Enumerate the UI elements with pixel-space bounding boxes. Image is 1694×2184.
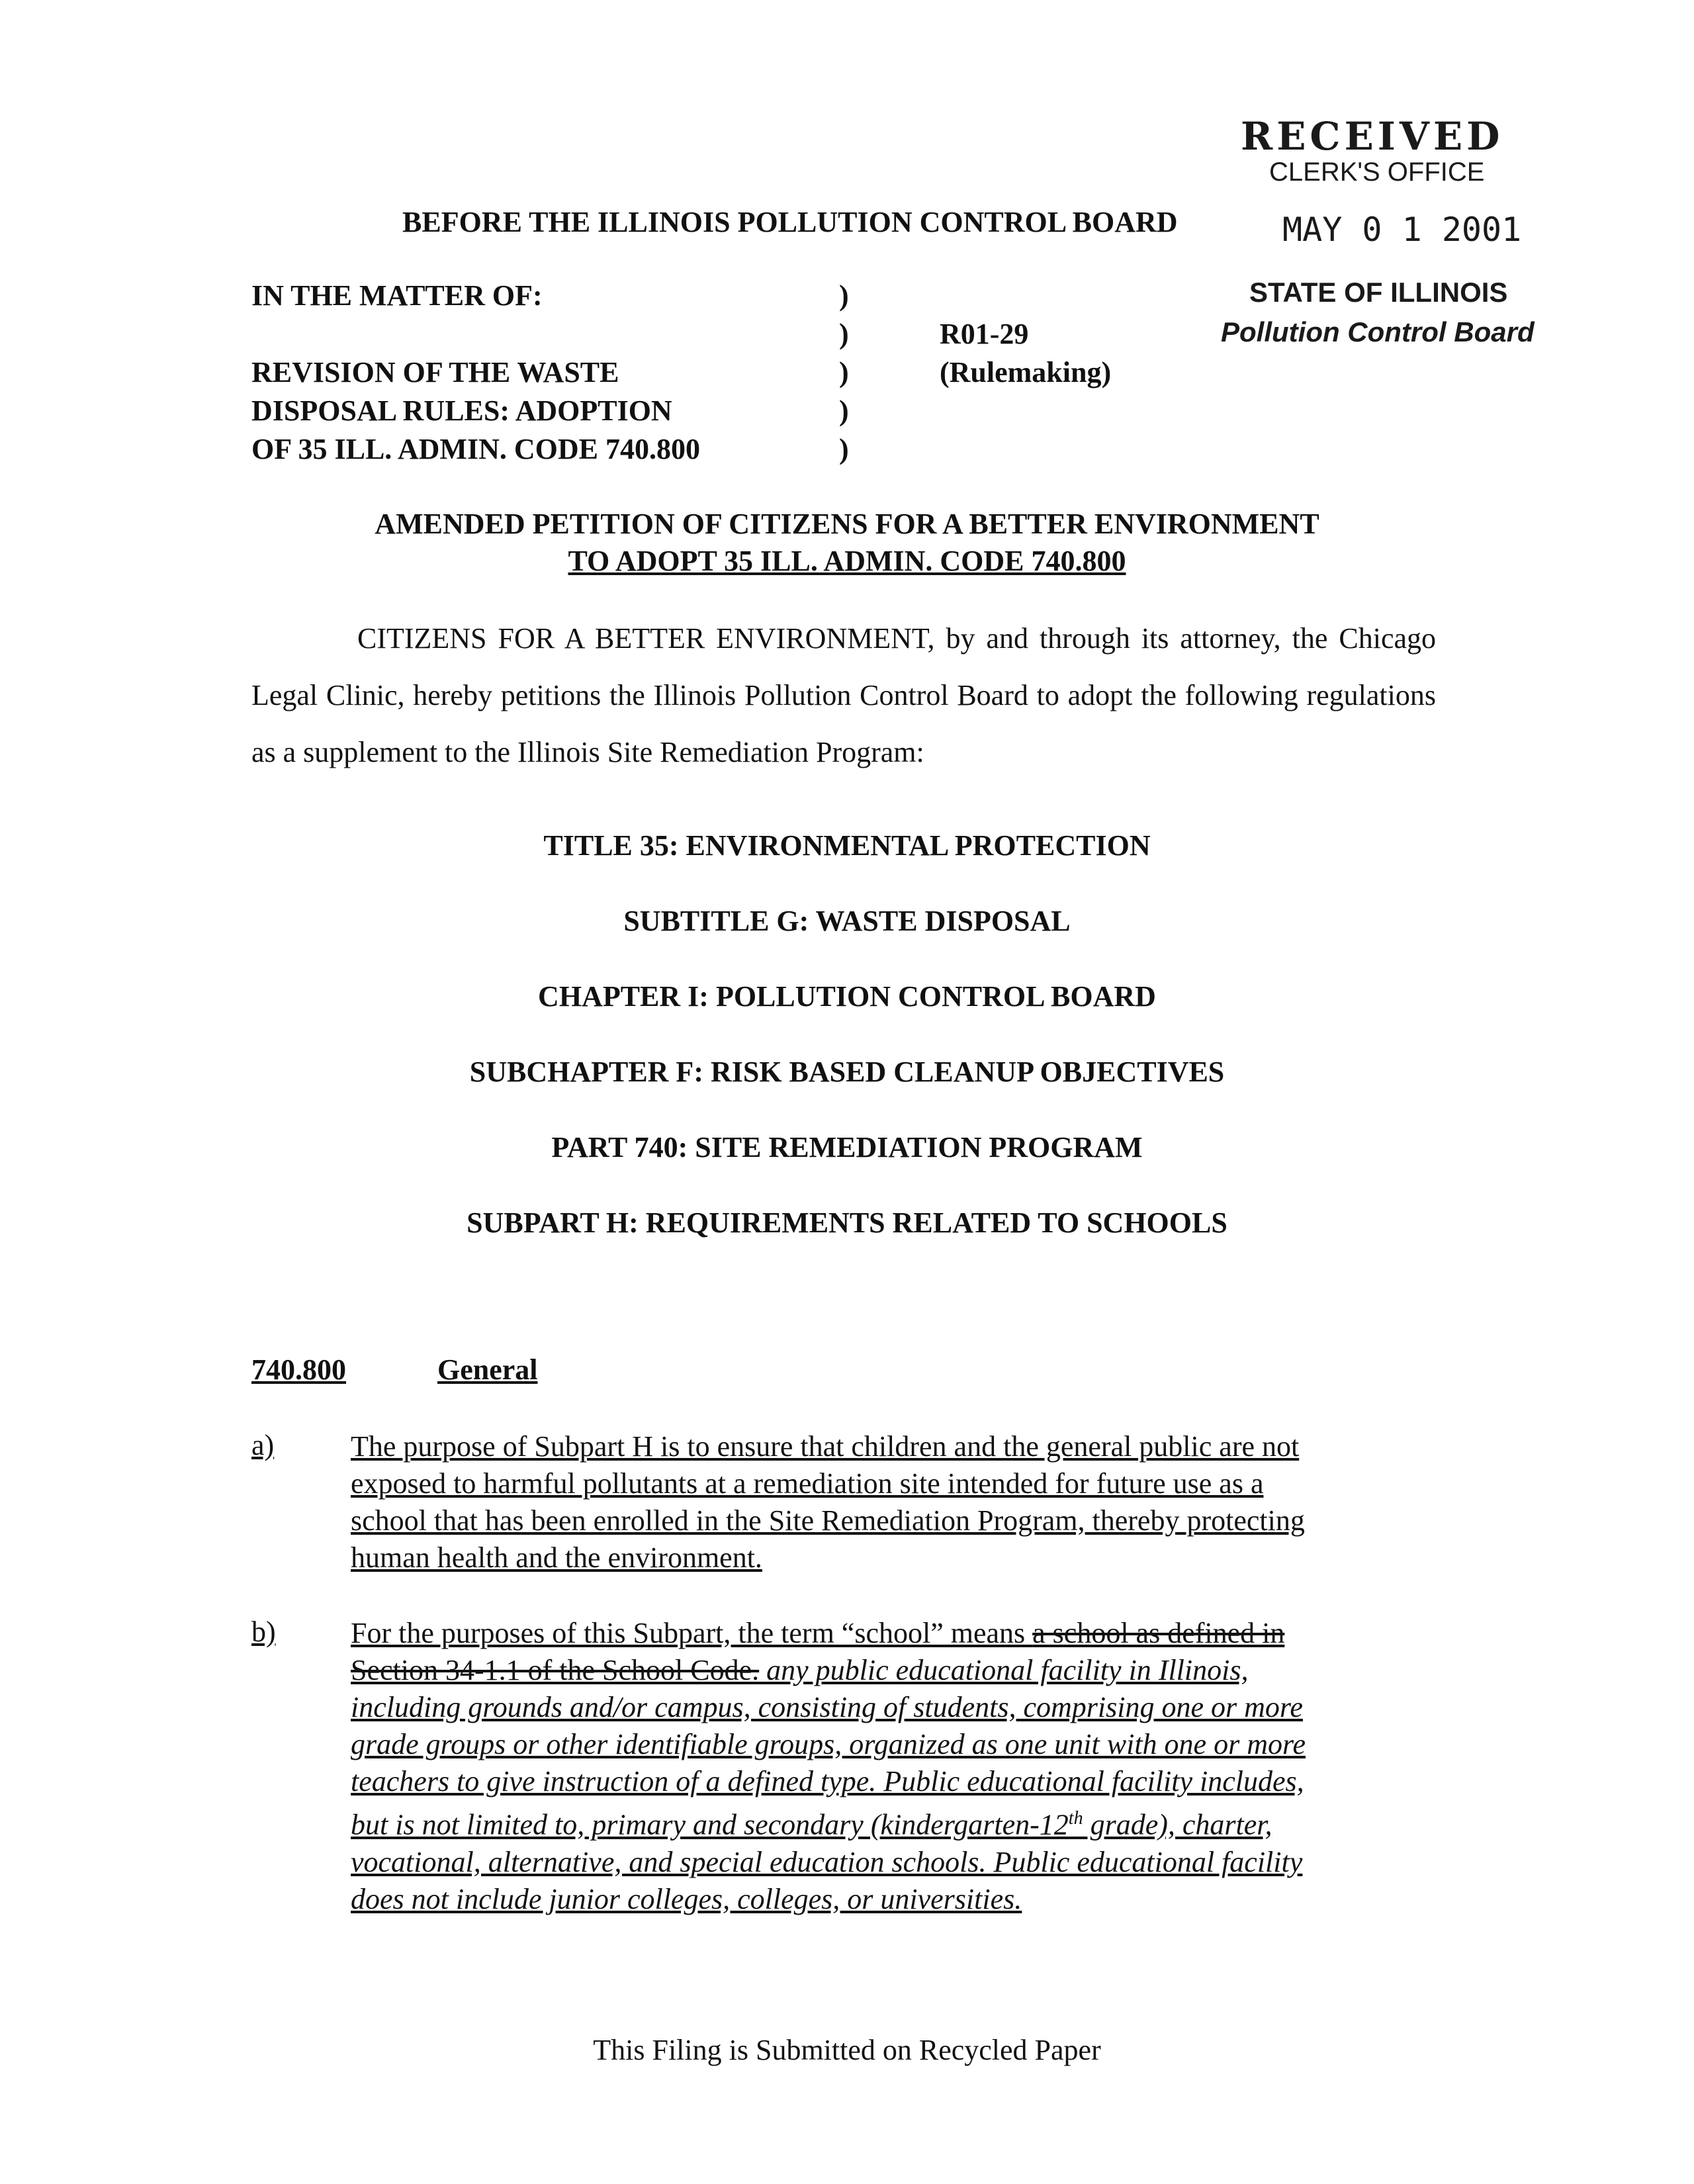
inserted-line: vocational, alternative, and special education schools. Public educational facility	[351, 1845, 1303, 1878]
inserted-line: including grounds and/or campus, consisting of students, comprising one or more	[351, 1691, 1303, 1723]
item-line: human health and the environment.	[351, 1541, 762, 1574]
inserted-line: teachers to give instruction of a defined type. Public educational facility includes,	[351, 1765, 1304, 1797]
intro-paragraph	[251, 610, 1436, 781]
superscript: th	[1068, 1808, 1083, 1829]
inserted-line: grade groups or other identifiable groups, organized as one unit with one or more	[351, 1728, 1306, 1760]
inserted-line: does not include junior colleges, colleges, or universities.	[351, 1882, 1022, 1915]
item-label: a)	[251, 1429, 275, 1461]
heading-subchapter: SUBCHAPTER F: RISK BASED CLEANUP OBJECTIVES	[469, 1056, 1225, 1088]
heading-part: PART 740: SITE REMEDIATION PROGRAM	[551, 1131, 1143, 1163]
footer-note: This Filing is Submitted on Recycled Paper	[593, 2034, 1101, 2066]
item-text-plain: For the purposes of this Subpart, the term “school” means	[351, 1617, 1033, 1649]
deleted-text: a school as defined in	[1032, 1617, 1285, 1649]
caption-parentheses	[839, 277, 849, 469]
stamp-board: Pollution Control Board	[1221, 316, 1535, 347]
petition-title: AMENDED PETITION OF CITIZENS FOR A BETTER ENVIRONMENT	[375, 508, 1319, 540]
caption-line: IN THE MATTER OF:	[251, 279, 543, 312]
case-caption	[251, 277, 700, 469]
section-heading	[251, 1353, 538, 1387]
court-heading: BEFORE THE ILLINOIS POLLUTION CONTROL BOARD	[402, 206, 1178, 238]
caption-paren: )	[839, 356, 849, 388]
inserted-text: any public educational facility in Illinois,	[759, 1654, 1249, 1686]
caption-paren: )	[839, 279, 849, 312]
item-line: The purpose of Subpart H is to ensure that children and the general public are not	[351, 1430, 1300, 1463]
intro-text: CITIZENS FOR A BETTER ENVIRONMENT, by and through its attorney, the Chicago Legal Clinic, hereby petitions the Illinois Pollution Control Board to adopt the following regulations as a supplement to the Illinois Site Remediation Program:	[251, 622, 1436, 768]
caption-line: OF 35 ILL. ADMIN. CODE 740.800	[251, 433, 700, 465]
item-text	[351, 1428, 1548, 1576]
heading-subpart: SUBPART H: REQUIREMENTS RELATED TO SCHOOLS	[467, 1206, 1227, 1239]
stamp-received: RECEIVED	[1241, 114, 1504, 159]
item-line: exposed to harmful pollutants at a remediation site intended for future use as a	[351, 1467, 1264, 1500]
inserted-line	[351, 1800, 1548, 1844]
deleted-text: Section 34-1.1 of the School Code.	[351, 1654, 760, 1686]
stamp-date: MAY 0 1 2001	[1282, 210, 1522, 249]
caption-paren: )	[839, 318, 849, 350]
section-title: General	[437, 1353, 538, 1386]
caption-line	[251, 315, 700, 353]
docket-block	[940, 315, 1111, 392]
heading-chapter: CHAPTER I: POLLUTION CONTROL BOARD	[538, 980, 1156, 1013]
item-text	[351, 1615, 1548, 1918]
caption-paren: )	[839, 394, 849, 427]
inserted-text: but is not limited to, primary and secondary (kindergarten-12	[351, 1808, 1069, 1841]
stamp-state: STATE OF ILLINOIS	[1249, 277, 1508, 308]
item-line: school that has been enrolled in the Site Remediation Program, thereby protecting	[351, 1504, 1305, 1537]
section-number: 740.800	[251, 1353, 346, 1386]
docket-type: (Rulemaking)	[940, 356, 1112, 388]
caption-line: DISPOSAL RULES: ADOPTION	[251, 394, 672, 427]
heading-subtitle: SUBTITLE G: WASTE DISPOSAL	[623, 905, 1071, 937]
caption-line: REVISION OF THE WASTE	[251, 356, 619, 388]
stamp-clerks-office: CLERK'S OFFICE	[1269, 158, 1485, 187]
heading-title: TITLE 35: ENVIRONMENTAL PROTECTION	[543, 829, 1151, 862]
item-label: b)	[251, 1615, 276, 1648]
docket-number: R01-29	[940, 318, 1029, 350]
inserted-text: grade), charter,	[1083, 1808, 1272, 1841]
caption-paren: )	[839, 433, 849, 465]
petition-subtitle: TO ADOPT 35 ILL. ADMIN. CODE 740.800	[568, 545, 1126, 577]
